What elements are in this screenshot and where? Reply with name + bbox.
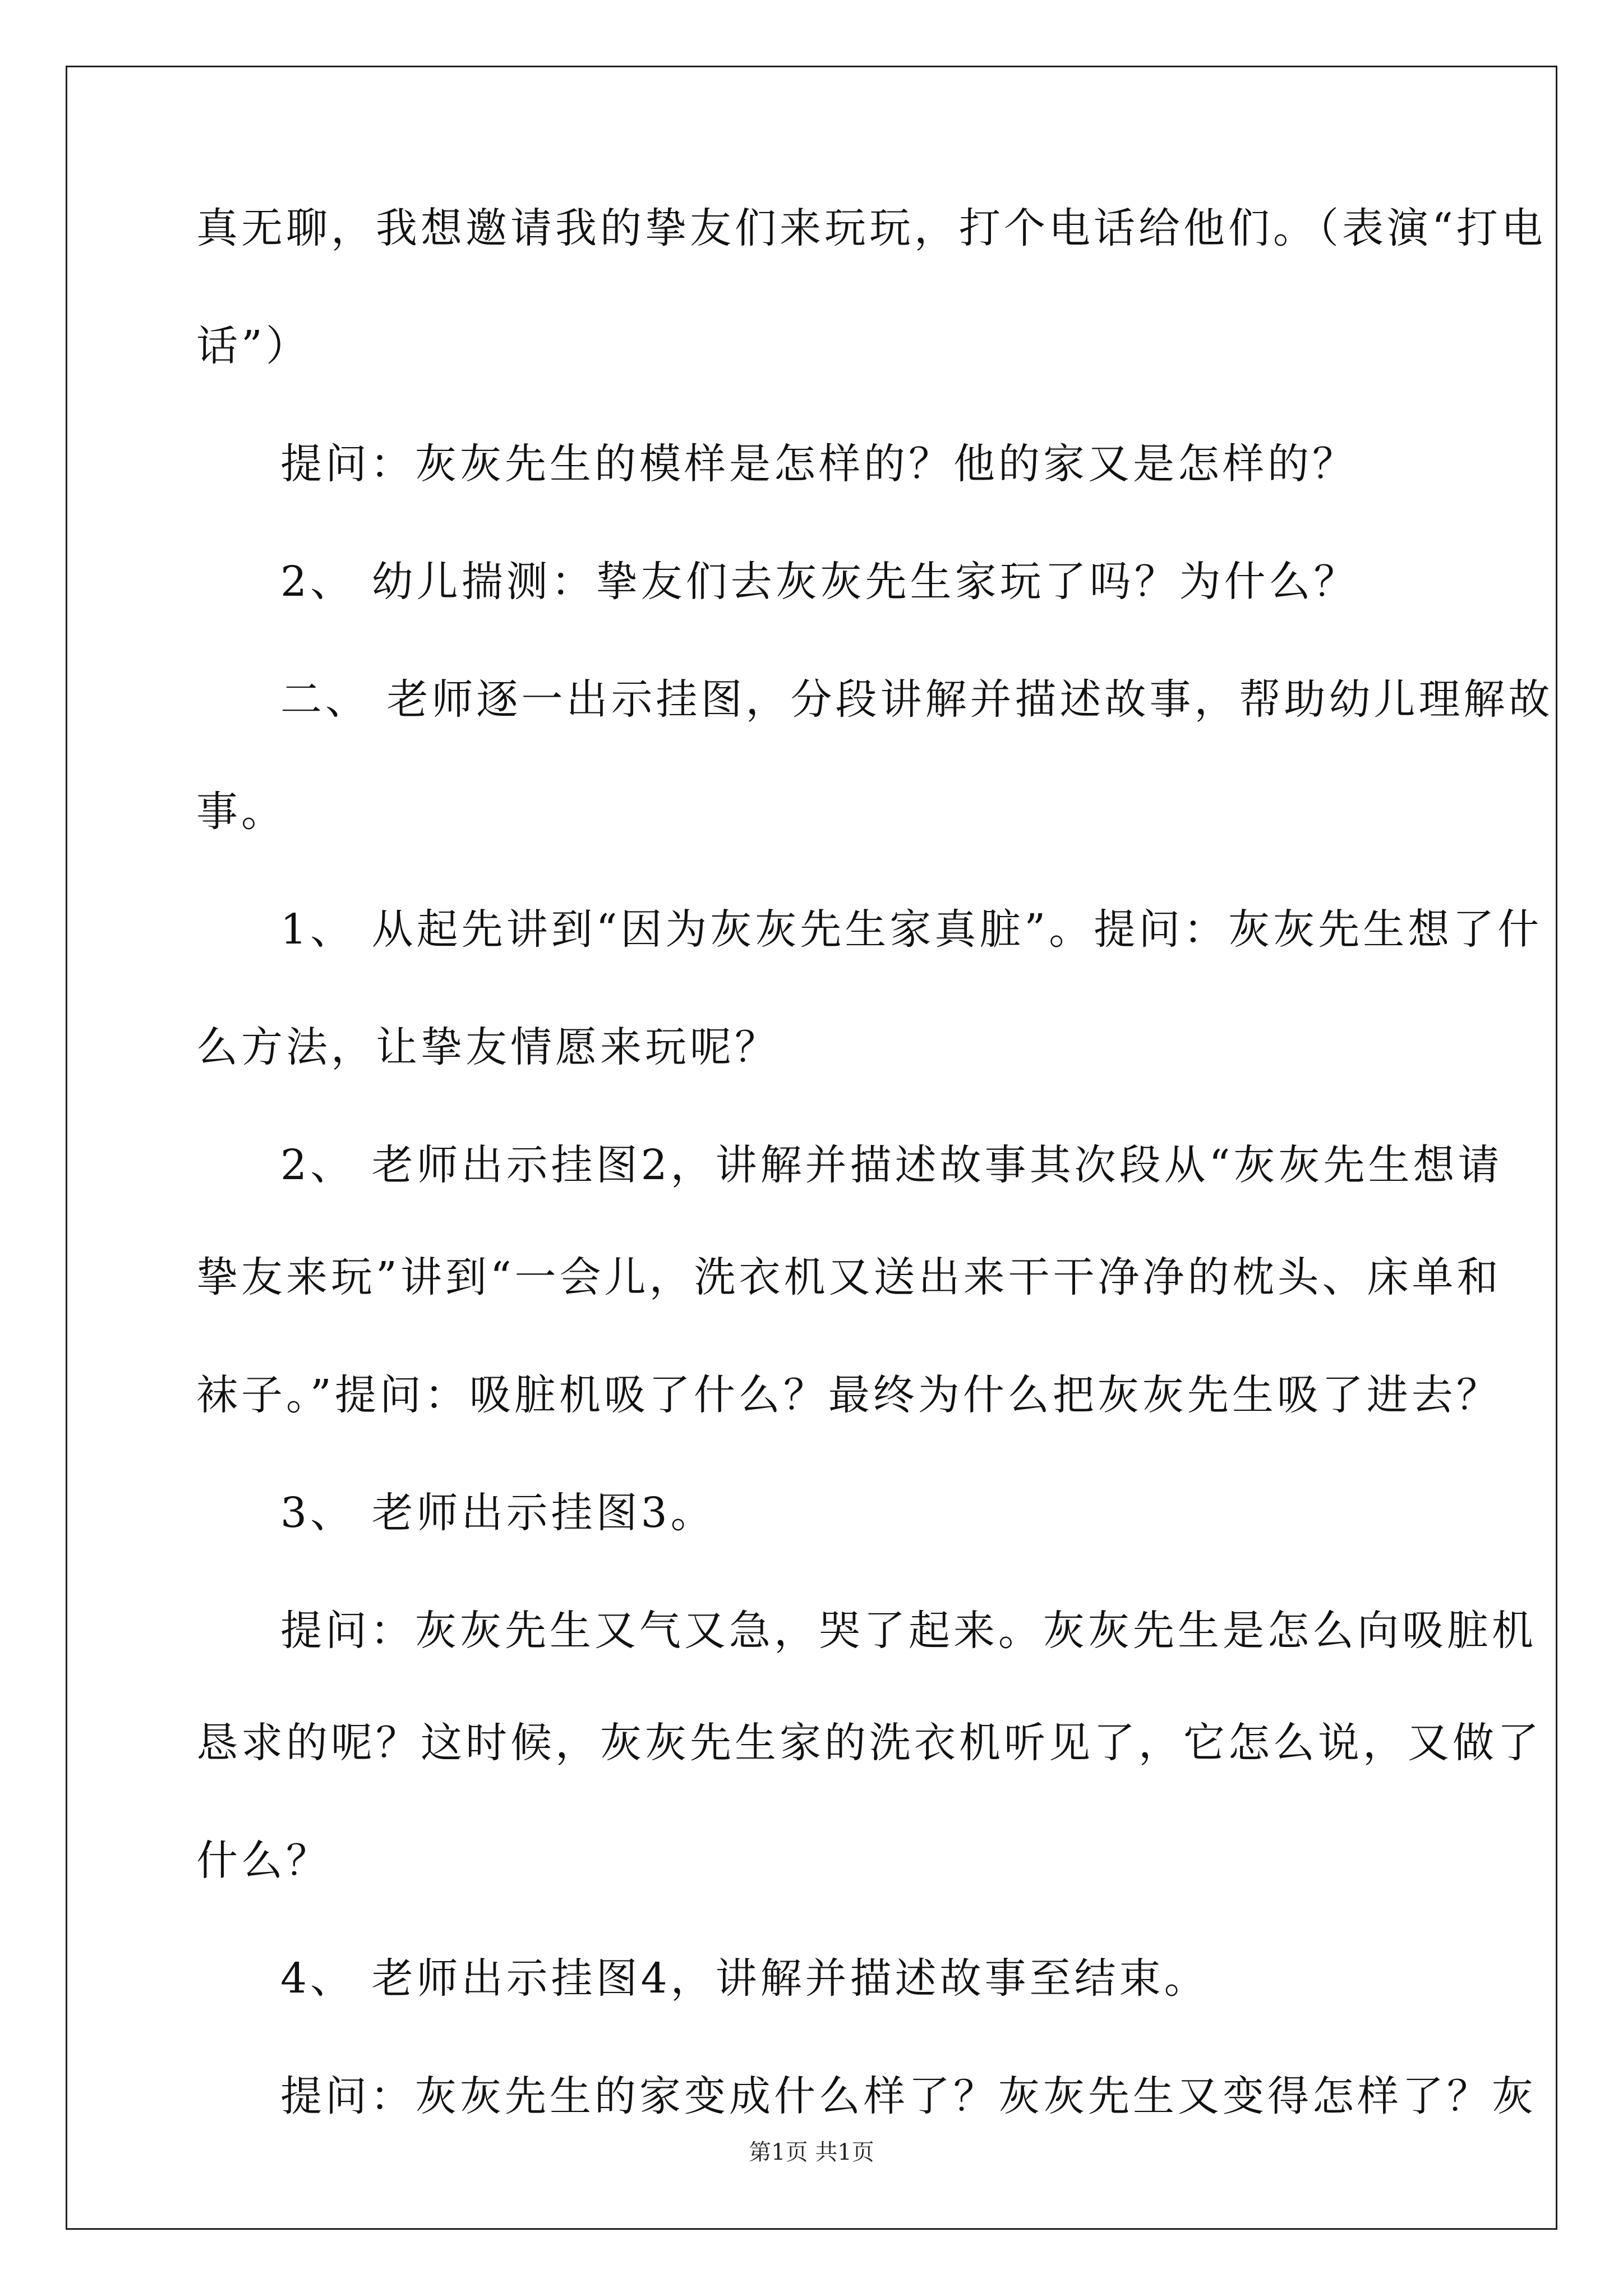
text-line: 话”） [196,322,311,370]
text-line: 什么？ [196,1837,331,1885]
page-footer: 第1页 共1页 [749,2139,874,2165]
text-line: 2、 幼儿揣测：挚友们去灰灰先生家玩了吗？为什么？ [280,558,1359,606]
text-line: 提问：灰灰先生的模样是怎样的？他的家又是怎样的？ [280,440,1357,488]
text-line: 提问：灰灰先生的家变成什么样了？灰灰先生又变得怎样了？灰 [280,2072,1537,2120]
text-line: 提问：灰灰先生又气又急，哭了起来。灰灰先生是怎么向吸脏机 [280,1607,1537,1655]
text-line: 4、 老师出示挂图4，讲解并描述故事至结束。 [280,1954,1209,2003]
text-line: 2、 老师出示挂图2，讲解并描述故事其次段从“灰灰先生想请 [280,1141,1503,1189]
text-line: 挚友来玩”讲到“一会儿，洗衣机又送出来干干净净的枕头、床单和 [196,1253,1502,1301]
text-line: 袜子。”提问：吸脏机吸了什么？最终为什么把灰灰先生吸了进去？ [196,1371,1501,1419]
text-line: 事。 [196,788,286,836]
text-line: 么方法，让挚友情愿来玩呢？ [196,1023,780,1071]
text-line: 3、 老师出示挂图3。 [280,1489,716,1537]
text-line: 恳求的呢？这时候，灰灰先生家的洗衣机听见了，它怎么说，又做了 [196,1719,1542,1767]
text-line: 真无聊，我想邀请我的挚友们来玩玩，打个电话给他们。（表演“打电 [196,204,1546,252]
text-line: 1、 从起先讲到“因为灰灰先生家真脏”。提问：灰灰先生想了什 [280,905,1543,954]
text-line: 二、 老师逐一出示挂图，分段讲解并描述故事，帮助幼儿理解故 [280,675,1553,724]
